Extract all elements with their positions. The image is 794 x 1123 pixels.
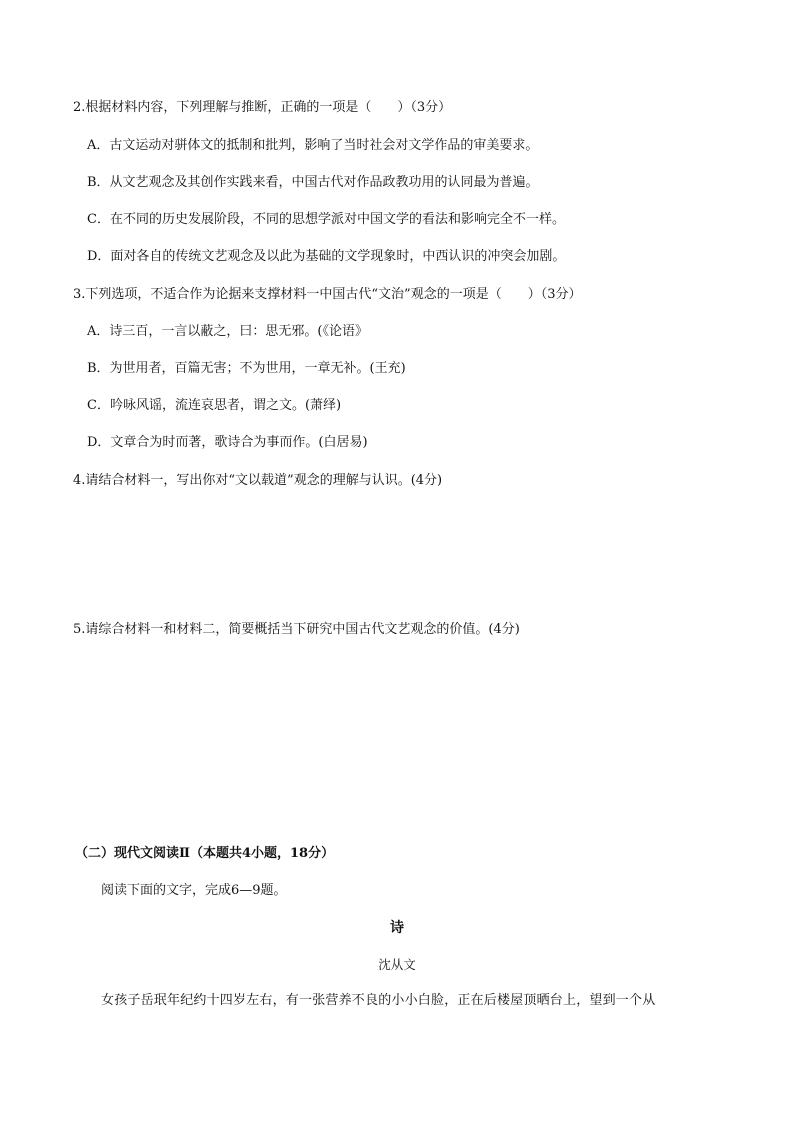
question-3-option-c: C．吟咏风谣，流连哀思者，谓之文。(萧绎) [87, 398, 342, 413]
section-instruction: 阅读下面的文字，完成6—9题。 [101, 883, 287, 898]
question-2-option-c: C．在不同的历史发展阶段，不同的思想学派对中国文学的看法和影响完全不一样。 [87, 212, 565, 227]
question-4-stem: 4.请结合材料一，写出你对“文以载道”观念的理解与认识。(4分) [73, 473, 443, 488]
question-3-stem: 3.下列选项，不适合作为论据来支撑材料一中国古代“文治”观念的一项是（ ）（3分） [73, 287, 582, 302]
question-2-option-a: A．古文运动对骈体文的抵制和批判，影响了当时社会对文学作品的审美要求。 [87, 138, 539, 153]
question-3-option-b: B．为世用者，百篇无害；不为世用，一章无补。(王充) [87, 361, 406, 376]
poem-first-line: 女孩子岳珉年纪约十四岁左右，有一张营养不良的小小白脸，正在后楼屋顶晒台上，望到一个从 [101, 993, 656, 1008]
question-5-stem: 5.请综合材料一和材料二，简要概括当下研究中国古代文艺观念的价值。(4分) [73, 622, 520, 637]
question-3-option-d: D．文章合为时而著，歌诗合为事而作。(白居易) [87, 435, 368, 450]
section-title: （二）现代文阅读Ⅱ（本题共4小题，18分） [75, 846, 335, 861]
question-2-option-b: B．从文艺观念及其创作实践来看，中国古代对作品政教功用的认同最为普遍。 [87, 175, 539, 190]
question-3-option-a: A．诗三百，一言以蔽之，曰：思无邪。(《论语》 [87, 324, 368, 339]
poem-title: 诗 [390, 920, 404, 936]
question-2-stem: 2.根据材料内容，下列理解与推断，正确的一项是（ ）（3分） [73, 100, 452, 115]
question-2-option-d: D．面对各自的传统文艺观念及以此为基础的文学现象时，中西认识的冲突会加剧。 [87, 249, 566, 264]
poem-author: 沈从文 [378, 957, 416, 972]
